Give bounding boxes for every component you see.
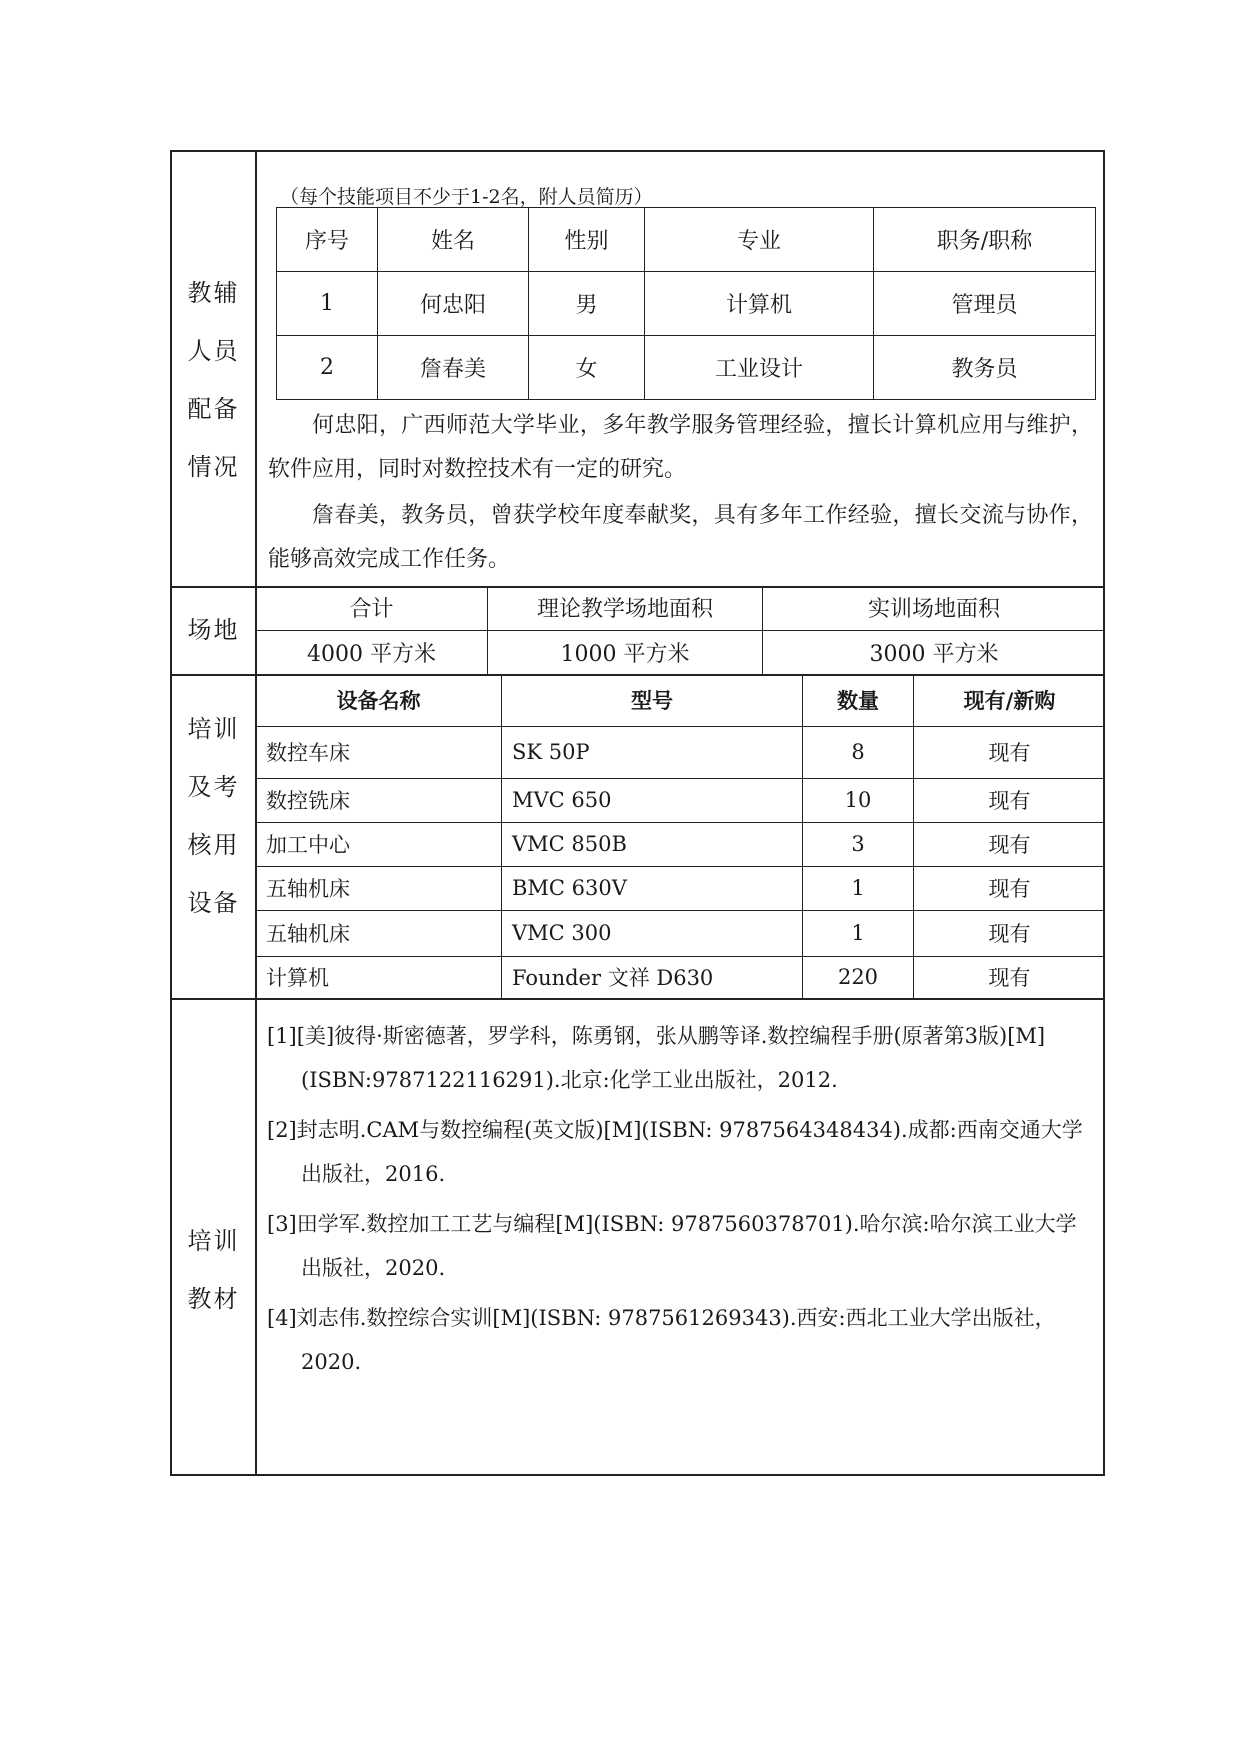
list-item: [2]封志明.CAM与数控编程(英文版)[M](ISBN: 9787564348434).成都:西南交通大学出版社，2016. [267,1118,1083,1186]
materials-section-label: 培训 教材 [187,1227,240,1313]
list-item: [3]田学军.数控加工工艺与编程[M](ISBN: 9787560378701).哈尔滨:哈尔滨工业大学出版社，2020. [267,1212,1077,1280]
table-row: 1 何忠阳 男 计算机 管理员 [277,272,1096,336]
table-row: 五轴机床 VMC 300 1 现有 [256,910,1105,956]
table-row: 数控铣床 MVC 650 10 现有 [256,778,1105,822]
materials-list [267,1014,1085,1390]
equipment-table [256,674,1105,998]
list-item: [1][美]彼得·斯密德著，罗学科，陈勇钢，张从鹏等译.数控编程手册(原著第3版)[M](ISBN:9787122116291).北京:化学工业出版社，2012. [267,1024,1046,1092]
list-item: [4]刘志伟.数控综合实训[M](ISBN: 9787561269343).西安:西北工业大学出版社，2020. [267,1306,1056,1374]
table-row: 4000 平方米 1000 平方米 3000 平方米 [256,630,1105,674]
site-table [256,586,1105,674]
staff-note: （每个技能项目不少于1-2名，附人员简历） [280,186,653,208]
equipment-section-label: 培训 及考 核用 设备 [187,715,240,917]
table-row: 数控车床 SK 50P 8 现有 [256,726,1105,778]
site-table-header: 合计 理论教学场地面积 实训场地面积 [256,586,1105,630]
staff-table [276,207,1096,400]
table-row: 2 詹春美 女 工业设计 教务员 [277,336,1096,400]
section-divider [172,998,1103,1000]
table-row: 计算机 Founder 文祥 D630 220 现有 [256,956,1105,998]
equipment-table-header: 设备名称 型号 数量 现有/新购 [256,674,1105,726]
table-row: 五轴机床 BMC 630V 1 现有 [256,866,1105,910]
staff-table-header: 序号 姓名 性别 专业 职务/职称 [277,208,1096,272]
form-frame [170,150,1105,1476]
site-section-label: 场地 [187,616,240,644]
staff-section-label: 教辅 人员 配备 情况 [187,279,240,481]
staff-bio-2: 詹春美，教务员，曾获学校年度奉献奖，具有多年工作经验，擅长交流与协作，能够高效完成工作任务。 [268,503,1093,572]
staff-bio-1: 何忠阳，广西师范大学毕业，多年教学服务管理经验，擅长计算机应用与维护，软件应用，同时对数控技术有一定的研究。 [268,413,1093,482]
table-row: 加工中心 VMC 850B 3 现有 [256,822,1105,866]
